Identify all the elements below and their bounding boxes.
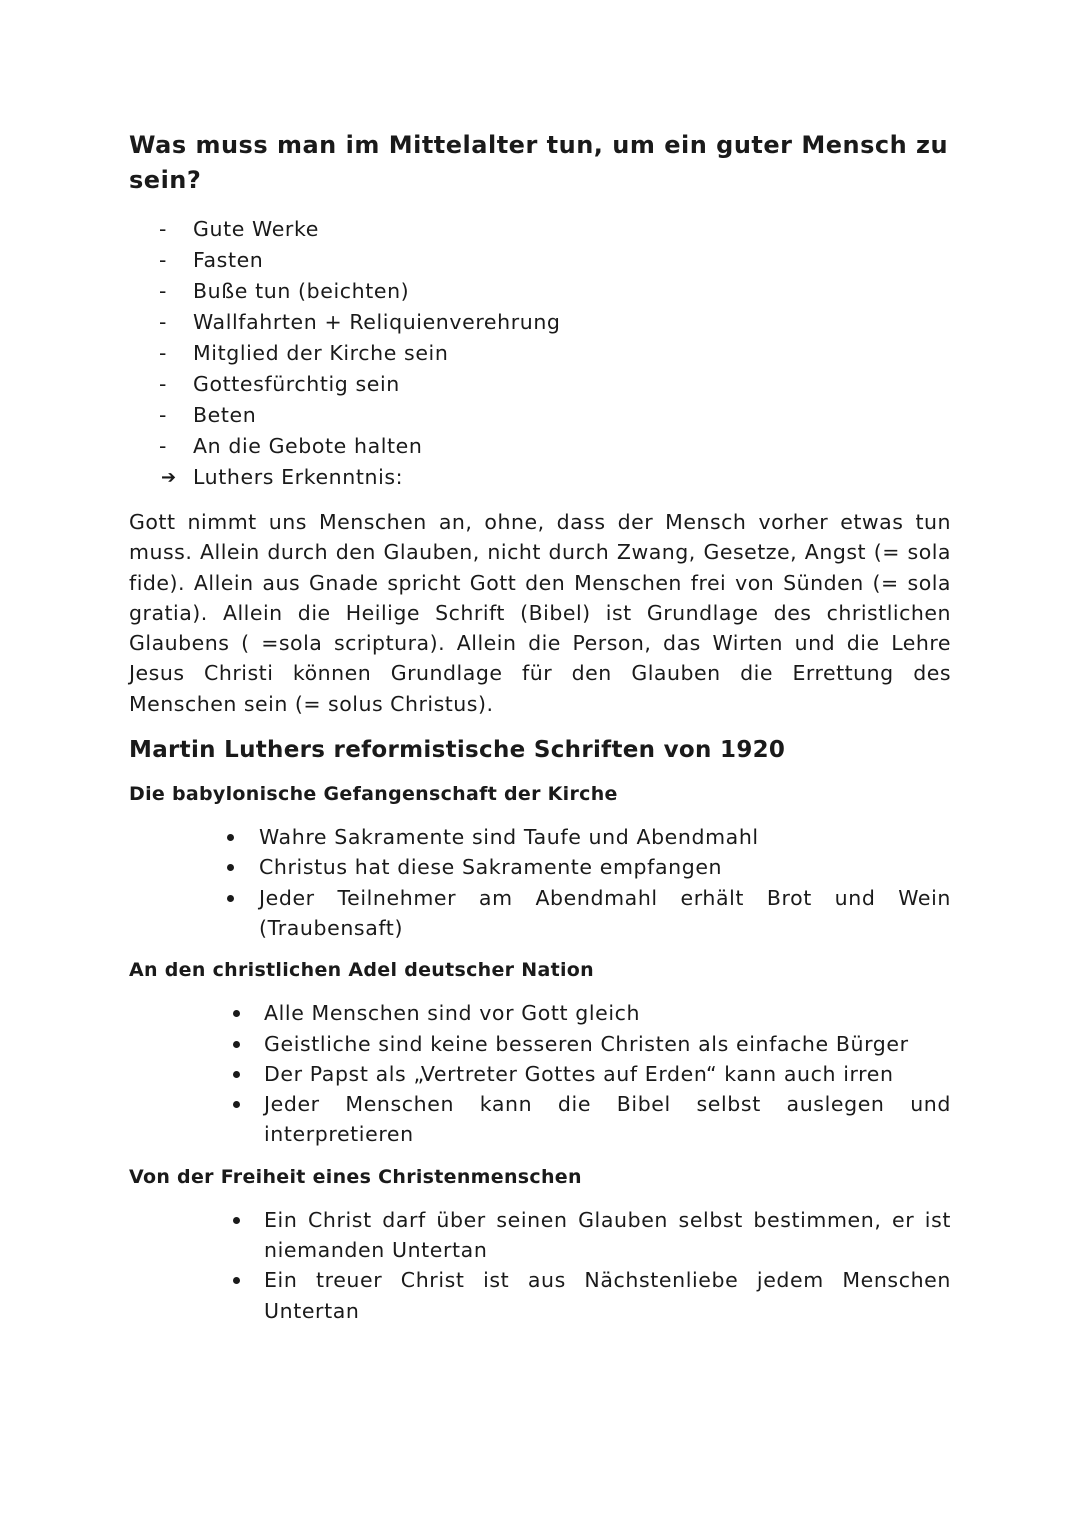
list-item: Alle Menschen sind vor Gott gleich <box>129 998 951 1028</box>
luther-insight-paragraph: Gott nimmt uns Menschen an, ohne, dass der Mensch vorher etwas tun muss. Allein durch den Glauben, nicht durch Zwang, Gesetze, Angst (= sola fide). Allein aus Gnade spricht Gott den Menschen frei von Sünden (= sola gratia). Allein die Heilige Schrift (Bibel) ist Grundlage des christlichen Glaubens ( =sola scriptura). Allein die Person, das Wirten und die Lehre Jesus Christi können Grundlage für den Glauben die Errettung des Menschen sein (= solus Christus). <box>129 510 951 716</box>
document-page <box>129 128 951 1326</box>
list-item: Wahre Sakramente sind Taufe und Abendmahl <box>129 822 951 852</box>
bullet-icon <box>227 895 234 902</box>
list-item: Der Papst als „Vertreter Gottes auf Erden“ kann auch irren <box>129 1059 951 1089</box>
dash-marker: - <box>159 279 167 303</box>
dash-marker: - <box>159 403 167 427</box>
list-item: - Beten <box>129 400 951 431</box>
bullet-icon <box>233 1277 240 1284</box>
writing-title: Von der Freiheit eines Christenmenschen <box>129 1165 582 1188</box>
list-item: - Mitglied der Kirche sein <box>129 338 951 369</box>
list-item: Christus hat diese Sakramente empfangen <box>129 852 951 882</box>
writing-points-list <box>129 822 951 943</box>
dash-marker: - <box>159 217 167 241</box>
list-item: Ein Christ darf über seinen Glauben selbst bestimmen, er ist niemanden Untertan <box>129 1205 951 1266</box>
dash-marker: - <box>159 248 167 272</box>
writing-title: An den christlichen Adel deutscher Nation <box>129 959 594 982</box>
bullet-icon <box>233 1071 240 1078</box>
medieval-duties-list <box>129 214 951 493</box>
bullet-icon <box>233 1041 240 1048</box>
list-item: Geistliche sind keine besseren Christen als einfache Bürger <box>129 1029 951 1059</box>
bullet-icon <box>233 1101 240 1108</box>
list-item: - Gute Werke <box>129 214 951 245</box>
main-heading: Was muss man im Mittelalter tun, um ein guter Mensch zu sein? <box>129 131 949 194</box>
bullet-icon <box>233 1010 240 1017</box>
writing-points-list <box>129 1205 951 1326</box>
writing-title: Die babylonische Gefangenschaft der Kirche <box>129 783 618 806</box>
bullet-icon <box>233 1217 240 1224</box>
bullet-icon <box>227 864 234 871</box>
dash-marker: - <box>159 434 167 458</box>
list-item: - Wallfahrten + Reliquienverehrung <box>129 307 951 338</box>
dash-marker: - <box>159 310 167 334</box>
list-item: - An die Gebote halten <box>129 431 951 462</box>
dash-marker: - <box>159 341 167 365</box>
arrow-right-icon: ➔ <box>161 467 177 488</box>
dash-marker: - <box>159 372 167 396</box>
list-item: Jeder Teilnehmer am Abendmahl erhält Brot und Wein (Traubensaft) <box>129 883 951 944</box>
list-item: - Buße tun (beichten) <box>129 276 951 307</box>
bullet-icon <box>227 834 234 841</box>
writing-points-list <box>129 998 951 1149</box>
list-item: Jeder Menschen kann die Bibel selbst auslegen und interpretieren <box>129 1089 951 1150</box>
list-item: Ein treuer Christ ist aus Nächstenliebe jedem Menschen Untertan <box>129 1265 951 1326</box>
section-heading: Martin Luthers reformistische Schriften von 1920 <box>129 737 786 764</box>
list-item-conclusion: ➔ Luthers Erkenntnis: <box>129 462 951 493</box>
list-item: - Gottesfürchtig sein <box>129 369 951 400</box>
list-item: - Fasten <box>129 245 951 276</box>
